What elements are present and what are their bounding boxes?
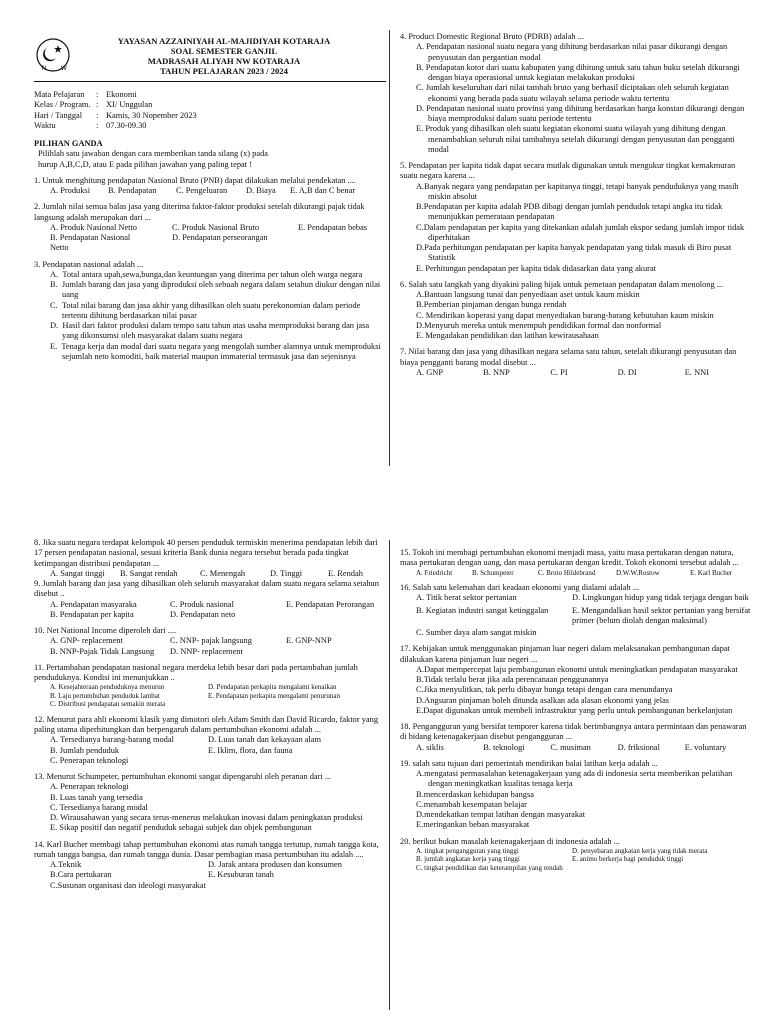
option[interactable]: A. Pendapatan nasional suatu negara yang dihitung berdasarkan nilai pasar dikurangi dengan penyusutan dan pergantian modal xyxy=(416,42,728,62)
option[interactable]: E. voluntary xyxy=(684,742,727,752)
option[interactable]: E. animo berkerja bagi penduduk tinggi xyxy=(572,855,684,864)
option[interactable]: E. NNI xyxy=(684,367,709,377)
option[interactable]: E. Pendapatan Perorangan xyxy=(286,599,375,609)
option[interactable]: E. GNP-NNP xyxy=(286,636,332,646)
option[interactable]: A. Total antara upah,sewa,bunga,dan keuntungan yang diterima per tahun oleh warga negara xyxy=(50,269,363,279)
question-16: 16. Salah satu kelemahan dari keadaan ekonomi yang dialami adalah ... A. Titik berat sektor pertanian D. Lingkungan hidup yang tidak terjaga dengan baik B. Kegiatan industri sangat ketinggalan E. Mengandalkan hasil sektor pertanian yang bersifat primer (belum diolah dengan maksimal) C. Sumber daya alam sangat miskin xyxy=(400,583,751,638)
option[interactable]: A. Tersedianya barang-barang modal xyxy=(50,735,174,745)
option[interactable]: C. PI xyxy=(550,367,568,377)
option[interactable]: A.Banyak negara yang pendapatan per kapitanya tinggi, tetapi banyak penduduknya yang masih miskin absolut xyxy=(416,181,739,201)
option[interactable]: A.Teknik xyxy=(50,860,82,870)
option[interactable]: D.mendekatkan tempat latihan dengan masyarakat xyxy=(416,810,586,820)
option[interactable]: C. Tersedianya barang modal xyxy=(50,802,148,812)
option[interactable]: B. Luas tanah yang tersedia xyxy=(50,792,143,802)
foundation-name: YAYASAN AZZAINIYAH AL-MAJIDIYAH KOTARAJA xyxy=(117,36,331,46)
option[interactable]: C. tingkat pendidikan dan keterampilan yang rendah xyxy=(416,863,563,872)
info-row: Hari / Tanggal : Kamis, 30 Nopember 2023 xyxy=(34,110,197,120)
option[interactable]: C. Penerapan teknologi xyxy=(50,755,129,765)
question-18: 18. Pengangguran yang bersifat temporer karena tidak berimbangnya antara permintaan dan penawaran di bidang ketenagakerjaan disebut pengangguran ... A. siklis B. teknologi C. musiman D. friksional E. voluntary xyxy=(400,722,752,753)
option[interactable]: B.mencerdaskan kehidupan bangsa xyxy=(416,789,534,799)
option[interactable]: E. Pendapatan perkapita mengalami penurunan xyxy=(208,691,340,700)
question-1: 1. Untuk menghitung pendapatan Nasional Bruto (PNB) dapat dilakukan melalui pendekatan .... A. Produksi B. Pendapatan C. Pengeluaran D. Biaya E. A,B dan C benar xyxy=(34,176,386,197)
option[interactable]: A. Kesejahteraan penduduknya menurun xyxy=(50,683,165,692)
question-9: 9. Jumlah barang dan jasa yang dihasilkan oleh seluruh masyarakat dalam suatu negara selama setahun disebut .. A. Pendapatan masyaraka C. Produk nasional E. Pendapatan Perorangan B. Pendapatan per kapita D. Pendapatan neto xyxy=(34,579,386,620)
info-row: Mata Pelajaran : Ekonomi xyxy=(34,90,137,99)
option[interactable]: E. Rendah xyxy=(328,568,363,578)
option[interactable]: C. Produk nasional xyxy=(170,599,234,609)
option[interactable]: E. Mengadakan pendidikan dan latihan kewirausahaan xyxy=(416,331,599,340)
option[interactable]: B. Schumpeter xyxy=(472,568,514,577)
option[interactable]: D. Pendapatan perseorangan xyxy=(172,233,268,242)
option[interactable]: A. Titik berat sektor pertanian xyxy=(416,593,517,603)
question-14: 14. Karl Bucher membagi tahap pertumbuhan ekonomi atas rumah tangga tertutup, rumah tangga kota, rumah tangga bangsa, dan rumah tangga dunia. Dasar pembagian masa pertumbuhan itu adalah .... A.Teknik D. Jarak antara produsen dan konsumen B.Cara pertukaran E. Kesuburan tanah C.Susunan organisasi dan ideologi masyarakat xyxy=(34,840,386,891)
question-12: 12. Menurut para ahli ekonomi klasik yang dimotori oleh Adam Smith dan David Ricardo, faktor yang paling utama diperhitungkan dan berpengaruh dalam pertumbuhan ekonomi adalah ... A. Tersedianya barang-barang modal D. Luas tanah dan kekayaan alam B. Jumlah penduduk E. Iklim, flora, dan fauna C. Penerapan teknologi xyxy=(34,715,386,766)
option[interactable]: B. Pendapatan Nasional xyxy=(50,233,131,242)
option[interactable]: B. Pendapatan xyxy=(108,186,157,195)
option[interactable]: B. NNP xyxy=(483,367,510,377)
option[interactable]: E. Perhitungan pendapatan per kapita tidak didasarkan data yang akurat xyxy=(416,263,657,273)
option[interactable]: E.Dapat digunakan untuk membeli infrastruktur yang perlu untuk pembangunan berkelanjutan xyxy=(416,705,733,715)
option[interactable]: D. Wirausahawan yang secara terus-menerus melakukan inovasi dalam peningkatan produksi xyxy=(50,813,363,823)
option[interactable]: A. GNP xyxy=(416,367,443,377)
option[interactable]: D.Menyuruh mereka untuk menempuh pendidikan formal dan nonformal xyxy=(416,320,662,330)
option[interactable]: B.Cara pertukaran xyxy=(50,870,112,880)
option[interactable]: C. Sumber daya alam sangat miskin xyxy=(416,628,537,638)
option[interactable]: A. Sangat tinggi xyxy=(50,568,105,578)
question-20: 20. berikut bukan masalah ketenagakerjaan di indonesia adalah ... A. tingkat pengangguran yang tinggi D. penyebaran angkatan kerja yang tidak merata B. jumlah angkatan kerja yang tinggi E. animo berkerja bagi penduduk tinggi C. tingkat pendidikan dan keterampilan yang rendah xyxy=(400,837,752,873)
option[interactable]: A. Penerapan teknologi xyxy=(50,782,129,792)
option[interactable]: A.Bantuan langsung tunai dan penyediaan aset untuk kaum miskin xyxy=(416,290,640,299)
option[interactable]: D.Pada perhitungan pendapatan per kapita banyak pendapatan yang tidak masuk di Biro pusat Statistik xyxy=(416,243,732,263)
option[interactable]: A. GNP- replacement xyxy=(50,636,123,646)
logo-letter: W xyxy=(61,66,67,72)
option[interactable]: C.Dalam pendapatan per kapita yang ditekankan adalah jumlah ekspor sedang jumlah impor tidak diperhitakan xyxy=(416,222,745,242)
info-row: Kelas / Program. : XI/ Unggulan xyxy=(34,100,153,110)
header-title-block xyxy=(74,36,374,77)
option[interactable]: B.Pemberian pinjaman dengan bunga rendah xyxy=(416,300,567,310)
option[interactable]: B. Pendapatan kotor dari suatu kabupaten yang dihitung untuk satu tahun buku setelah dikurangi dengan biaya operasional untuk kegiatan melakukan produksi xyxy=(416,62,740,82)
option[interactable]: D. Lingkungan hidup yang tidak terjaga dengan baik xyxy=(572,593,749,603)
question-13: 13. Menurut Schumpeter, pertumbuhan ekonomi sangat dipengaruhi oleh peranan dari ... A. Penerapan teknologi B. Luas tanah yang tersedia C. Tersedianya barang modal D. Wirausahawan yang secara terus-menerus melakukan inovasi dalam peningkatan produksi E. Sikap positif dan negatif penduduk sebagai subjek dan objek pembangunan xyxy=(34,772,386,834)
option[interactable]: D. penyebaran angkatan kerja yang tidak merata xyxy=(572,846,708,855)
option[interactable]: D. friksional xyxy=(617,742,660,752)
option[interactable]: E. Iklim, flora, dan fauna xyxy=(208,745,293,755)
option[interactable]: B.Pendapatan per kapita adalah PDB dibagi dengan jumlah penduduk tetapi angka itu tidak menunjukkan pemerataan pendapatan xyxy=(416,202,723,222)
option[interactable]: C.menambah kesempatan belajar xyxy=(416,799,527,809)
option[interactable]: B. Laju pertumbuhan penduduk lambat xyxy=(50,691,160,700)
question-19: 19. salah satu tujuan dari pemerintah mendirikan balai latihan kerja adalah ... A.mengatasi permasalahan ketenagakerjaan yang ada di indonesia serta memberikan pelatihan dengan meningkatkan kualitas tenaga kerja B.mencerdaskan kehidupan bangsa C.menambah kesempatan belajar D.mendekatkan tempat latihan dengan masyarakat E.meringankan beban masyarakat xyxy=(400,759,752,831)
option[interactable]: E. Kesuburan tanah xyxy=(208,870,274,880)
option[interactable]: B. Jumlah penduduk xyxy=(50,745,120,755)
option[interactable]: A. Produksi xyxy=(50,186,91,195)
right-column-bottom xyxy=(400,548,752,872)
exam-name: SOAL SEMESTER GANJIL xyxy=(170,46,278,57)
option[interactable]: C. Jumlah keseluruhan dari nilai tambah bruto yang berhasil diciptakan oleh seluruh kegiatan ekonomi yang berada pada suatu wilayah selama periode waktu tertentu xyxy=(416,83,729,103)
question-7: 7. Nilai barang dan jasa yang dihasilkan negara selama satu tahun, setelah dikurangi penyusutan dan biaya pengganti barang modal disebut ... A. GNP B. NNP C. PI D. DI E. NNI xyxy=(400,347,752,378)
option[interactable]: C. Distribusi pendapatan semakin merata xyxy=(50,700,166,709)
option[interactable]: D. Biaya xyxy=(246,186,276,195)
question-3: 3. Pendapatan nasional adalah ... A. Total antara upah,sewa,bunga,dan keuntungan yang diterima per tahun oleh warga negara B. Jumlah barang dan jasa yang diproduksi oleh sebuah negara dalam setahun diukur dengan nilai uang C. Total nilai barang dan jasa akhir yang dihasilkan oleh suatu perekonomian dalam periode tertentu dihitung berdasarkan nilai pasar D. Hasil dari faktor produksi dalam tempo satu tahun atas usaha memproduksi barang dan jasa yang dikonsumsi oleh masyarakat dalam suatu negara E. Tenaga kerja dan modal dari suatu negara yang mengolah sumber alamnya untuk memproduksi sejumlah neto komoditi, baik material maupun immaterial termasuk jasa dan sejenisnya xyxy=(34,260,386,363)
option[interactable]: D. DI xyxy=(617,367,637,377)
option[interactable]: D. Jarak antara produsen dan konsumen xyxy=(208,860,342,870)
question-17: 17. Kebijakan untuk menggunakan pinjaman luar negeri dalam melaksanakan pembangunan dapat dilakukan karena pinjaman luar negeri ... A.Dapat mempercepat laju pembangunan ekonomi untuk meningkatkan pendapatan masyarakat B.Tidak terlalu berat jika ada perencanaan penggunannya C.Jika menyulitkan, tak perlu dibayar bunga tetapi dengan cara menundanya D.Angsuran pinjaman boleh ditunda asalkan ada alasan ekonomi yang jelas E.Dapat digunakan untuk membeli infrastruktur yang perlu untuk pembangunan berkelanjutan xyxy=(400,644,752,716)
option-continuation: Netto xyxy=(50,243,69,253)
header-rule xyxy=(34,81,386,82)
option[interactable]: E. Pendapatan bebas xyxy=(298,222,368,232)
option[interactable]: E. Tenaga kerja dan modal dari suatu negara yang mengolah sumber alamnya untuk memproduksi sejumlah neto komoditi, baik material maupun immaterial termasuk jasa dan sejenisnya xyxy=(50,341,381,361)
option[interactable]: C. Bruto Hildebrand xyxy=(538,568,596,577)
option[interactable]: C.Jika menyulitkan, tak perlu dibayar bunga tetapi dengan cara menundanya xyxy=(416,685,673,695)
option[interactable]: B. Kegiatan industri sangat ketinggalan xyxy=(416,605,549,615)
option[interactable]: E. Karl Bucher xyxy=(690,568,733,577)
option[interactable]: D. Pendapatan neto xyxy=(170,609,236,619)
option[interactable]: D.W.W.Rostow xyxy=(616,568,660,577)
option[interactable]: A.mengatasi permasalahan ketenagakerjaan yang ada di indonesia serta memberikan pelatihan dengan meningkatkan kualitas tenaga kerja xyxy=(416,769,733,789)
option[interactable]: A. siklis xyxy=(416,742,444,752)
option[interactable]: E. A,B dan C benar xyxy=(290,186,356,195)
option[interactable]: E. Mengandalkan hasil sektor pertanian yang bersifat primer (belum diolah dengan maksimal) xyxy=(572,605,751,625)
option[interactable]: C. Total nilai barang dan jasa akhir yang dihasilkan oleh suatu perekonomian dalam periode tertentu dihitung berdasarkan nilai pasar xyxy=(50,300,361,320)
option[interactable]: B. teknologi xyxy=(483,742,525,752)
exam-info xyxy=(34,90,386,131)
option[interactable]: C. Pengeluaran xyxy=(176,186,228,195)
option[interactable]: C. Produk Nasional Bruto xyxy=(172,222,260,232)
column-divider xyxy=(389,30,390,466)
option[interactable]: D. NNP- replacement xyxy=(170,646,243,656)
option[interactable]: B. Sangat rendah xyxy=(120,568,178,578)
right-column-top xyxy=(400,32,752,378)
option[interactable]: B. Jumlah barang dan jasa yang diproduksi oleh sebuah negara dalam setahun diukur dengan nilai uang xyxy=(50,280,381,300)
instruction: hurup A,B,C,D, atau E pada pilihan jawaban yang paling tepat ! xyxy=(38,159,252,169)
option[interactable]: A. Produk Nasional Netto xyxy=(50,222,137,232)
option[interactable]: B.Tidak terlalu berat jika ada perencanaan penggunannya xyxy=(416,675,609,685)
option[interactable]: A. Pendapatan masyaraka xyxy=(50,599,137,609)
exam-header xyxy=(34,36,386,88)
school-logo-icon xyxy=(34,36,72,76)
option[interactable]: A.Dapat mempercepat laju pembangunan ekonomi untuk meningkatkan pendapatan masyarakat xyxy=(416,664,738,674)
option[interactable]: D. Luas tanah dan kekayaan alam xyxy=(208,735,322,745)
info-row: Waktu : 07.30-09.30 xyxy=(34,120,147,130)
option[interactable]: C. NNP- pajak langsung xyxy=(170,636,252,646)
option[interactable]: B. NNP-Pajak Tidak Langsung xyxy=(50,646,155,656)
option[interactable]: B. Pendapatan per kapita xyxy=(50,609,134,619)
left-column-bottom xyxy=(34,538,386,891)
option[interactable]: E.meringankan beban masyarakat xyxy=(416,820,530,830)
option[interactable]: E. Produk yang dihasilkan oleh suatu kegiatan ekonomi suatu wilayah yang dihitung dengan menambahkan seluruh nilai tambahnya setelah dikurangi dengan penyusutan dan pengganti modal xyxy=(416,124,735,154)
option[interactable]: C.Susunan organisasi dan ideologi masyarakat xyxy=(50,880,206,890)
logo-letter: N xyxy=(42,66,47,72)
question-6: 6. Salah satu langkah yang diyakini paling bijak untuk pemetaan pendapatan dalam menolong ... A.Bantuan langsung tunai dan penyediaan aset untuk kaum miskin B.Pemberian pinjaman dengan bunga rendah C. Mendirikan koperasi yang dapat menyediakan barang-barang kebutuhan kaum miskin D.Menyuruh mereka untuk menempuh pendidikan formal dan nonformal E. Mengadakan pendidikan dan latihan kewirausahaan xyxy=(400,280,752,342)
question-2: 2. Jumlah nilai semua balas jasa yang diterima faktor-faktor produksi setelah dikurangi pajak tidak langsung adalah merupakan dari ... A. Produk Nasional Netto C. Produk Nasional Bruto E. Pendapatan bebas B. Pendapatan Nasional D. Pendapatan perseorangan Netto xyxy=(34,202,386,253)
option[interactable]: B. jumlah angkatan kerja yang tinggi xyxy=(416,855,520,864)
academic-year: TAHUN PELAJARAN 2023 / 2024 xyxy=(160,66,288,77)
question-5: 5. Pendapatan per kapita tidak dapat secara mutlak digunakan untuk mengukur tingkat kemakmuran suatu negara karena ... A.Banyak negara yang pendapatan per kapitanya tinggi, tetapi banyak penduduknya yang masih miskin absolut B.Pendapatan per kapita adalah PDB dibagi dengan jumlah penduduk tetapi angka itu tidak menunjukkan pemerataan pendapatan C.Dalam pendapatan per kapita yang ditekankan adalah jumlah ekspor sedang jumlah impor tidak diperhitakan D.Pada perhitungan pendapatan per kapita banyak pendapatan yang tidak masuk di Biro pusat Statistik E. Perhitungan pendapatan per kapita tidak didasarkan data yang akurat xyxy=(400,161,752,274)
option[interactable]: D. Hasil dari faktor produksi dalam tempo satu tahun atas usaha memproduksi barang dan jasa yang dikonsumsi oleh masyarakat dalam suatu negara xyxy=(50,321,370,341)
option[interactable]: D.Angsuran pinjaman boleh ditunda asalkan ada alasan ekonomi yang jelas xyxy=(416,695,670,705)
left-column-top xyxy=(34,36,386,362)
question-4: 4. Product Domestic Regional Bruto (PDRB) adalah ... A. Pendapatan nasional suatu negara yang dihitung berdasarkan nilai pasar dikurangi dengan penyusutan dan pergantian modal B. Pendapatan kotor dari suatu kabupaten yang dihitung untuk satu tahun buku setelah dikurangi dengan biaya operasional untuk kegiatan melakukan produksi C. Jumlah keseluruhan dari nilai tambah bruto yang berhasil diciptakan oleh seluruh kegiatan ekonomi yang berada pada suatu wilayah selama periode waktu tertentu D. Pendapatan nasional suatu provinsi yang dihitung berdasarkan harga konstan dikurangi dengan biaya memproduksi dalam suatu periode tertentu E. Produk yang dihasilkan oleh suatu kegiatan ekonomi suatu wilayah yang dihitung dengan menambahkan seluruh nilai tambahnya setelah dikurangi dengan penyusutan dan pengganti modal xyxy=(400,32,752,155)
option[interactable]: D. Tinggi xyxy=(270,568,303,578)
question-8: 8. Jika suatu negara terdapat kelompok 40 persen penduduk termiskin menerima pendapatan lebih dari 17 persen pendapatan nasional, sesuai kriteria Bank dunia negara tersebut berada pada tingkat ketimpangan distribusi pendapatan ... A. Sangat tinggi B. Sangat rendah C. Menengah D. Tinggi E. Rendah xyxy=(34,538,386,579)
option[interactable]: E. Sikap positif dan negatif penduduk sebagai subjek dan objek pembangunan xyxy=(50,823,312,833)
option[interactable]: C. Mendirikan koperasi yang dapat menyediakan barang-barang kebutuhan kaum miskin xyxy=(416,310,714,320)
column-divider xyxy=(389,540,390,1010)
instruction: Pilihlah satu jawaban dengan cara memberikan tanda silang (x) pada xyxy=(38,149,268,159)
school-name: MADRASAH ALIYAH NW KOTARAJA xyxy=(147,56,301,67)
option[interactable]: A. tingkat pengangguran yang tinggi xyxy=(416,846,519,855)
option[interactable]: D. Pendapatan nasional suatu provinsi yang dihitung berdasarkan harga konstan dikurangi dengan biaya memproduksi dalam suatu periode tertentu xyxy=(416,103,745,123)
option[interactable]: A. Friedricht xyxy=(416,568,453,577)
option[interactable]: C. musiman xyxy=(550,742,591,752)
option[interactable]: C. Menengah xyxy=(200,568,246,578)
option[interactable]: D. Pendapatan perkapita mengalami kenaikan xyxy=(208,683,337,692)
question-10: 10. Net National Income diperoleh dari .... A. GNP- replacement C. NNP- pajak langsung E. GNP-NNP B. NNP-Pajak Tidak Langsung D. NNP- replacement xyxy=(34,626,386,657)
section-title: PILIHAN GANDA xyxy=(34,139,103,148)
question-11: 11. Pertambahan pendapatan nasional negara merdeka lebih besar dari pada pertambahan jumlah penduduknya. Kondisi ini menunjukkan .. A. Kesejahteraan penduduknya menurun D. Pendapatan perkapita mengalami kenaikan B. Laju pertumbuhan penduduk lambat E. Pendapatan perkapita mengalami penurunan C. Distribusi pendapatan semakin merata xyxy=(34,663,386,709)
question-15: 15. Tokoh ini membagi pertumbuhan ekonomi menjadi masa, yaitu masa pertukaran dengan natura, masa pertukaran dengan uang, dan masa pertukaran dengan kredit. Tokoh ekonomi tersebut adalah ... A. Friedricht B. Schumpeter C. Bruto Hildebrand D.W.W.Rostow E. Karl Bucher xyxy=(400,548,752,577)
